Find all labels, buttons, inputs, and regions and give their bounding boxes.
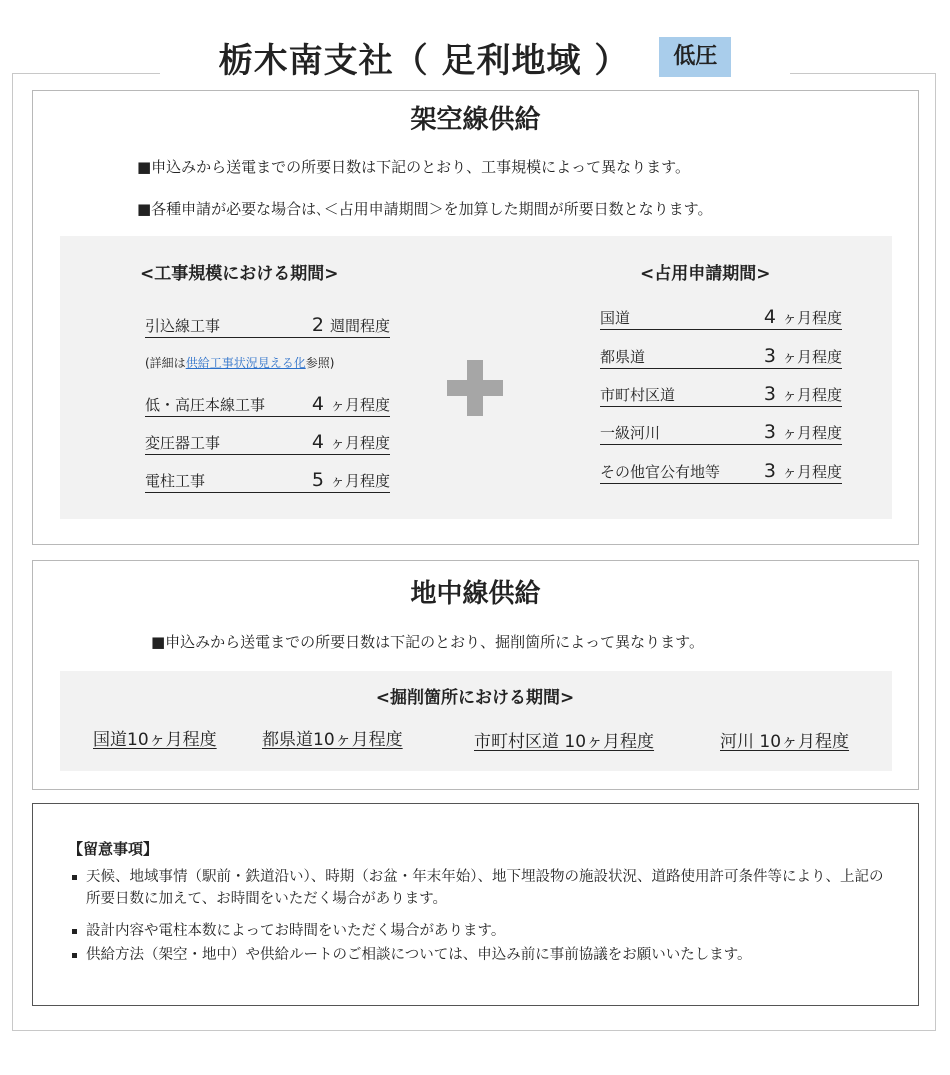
caution-text: 供給方法（架空・地中）や供給ルートのご相談については、申込み前に事前協議をお願いいたします。 [86, 947, 752, 963]
caution-text: 設計内容や電柱本数によってお時間をいただく場合があります。 [86, 923, 506, 939]
detail-note-suffix: 参照) [305, 356, 335, 370]
work-item-num: 4 [311, 431, 324, 453]
bullet-icon [72, 875, 77, 880]
permit-item-row [600, 383, 842, 407]
work-item-unit: 週間程度 [329, 317, 390, 335]
work-item-label: 低・高圧本線工事 [145, 396, 266, 414]
work-item-row [145, 393, 390, 417]
underground-title: 地中線供給 [410, 579, 541, 609]
work-item-row [145, 314, 390, 338]
work-item-num: 4 [311, 393, 324, 415]
work-scale-heading: <工事規模における期間> [140, 264, 339, 284]
permit-item-num: 4 [763, 306, 776, 328]
permit-item-row [600, 460, 842, 484]
permit-item-label: 市町村区道 [600, 386, 676, 404]
overhead-title: 架空線供給 [410, 105, 541, 135]
work-item-unit: ヶ月程度 [329, 472, 390, 490]
work-item-label: 変圧器工事 [145, 434, 221, 452]
excavation-item-prefectural-road: 都県道10ヶ月程度 [262, 730, 403, 750]
permit-item-label: 都県道 [600, 348, 646, 366]
permit-item-unit: ヶ月程度 [781, 309, 842, 327]
permit-item-num: 3 [763, 345, 776, 367]
plus-icon [447, 360, 503, 416]
work-item-num: 2 [311, 314, 324, 336]
permit-item-row [600, 345, 842, 369]
work-item-unit: ヶ月程度 [329, 396, 390, 414]
excavation-item-river: 河川 10ヶ月程度 [720, 732, 850, 752]
work-item-unit: ヶ月程度 [329, 434, 390, 452]
underground-bullet: ■申込みから送電までの所要日数は下記のとおり、掘削箇所によって異なります。 [151, 633, 704, 651]
overhead-bullet-2: ■各種申請が必要な場合は､＜占用申請期間＞を加算した期間が所要日数となります。 [137, 200, 713, 218]
permit-item-unit: ヶ月程度 [781, 463, 842, 481]
bullet-icon [72, 929, 77, 934]
permit-heading: <占用申請期間> [640, 264, 771, 284]
work-item-row [145, 431, 390, 455]
work-item-row [145, 469, 390, 493]
visibility-link[interactable]: 供給工事状況見える化 [185, 356, 306, 370]
work-item-label: 引込線工事 [145, 317, 221, 335]
permit-item-num: 3 [763, 421, 776, 443]
excavation-heading: <掘削箇所における期間> [375, 688, 575, 708]
permit-item-label: その他官公有地等 [600, 463, 721, 481]
bullet-icon [72, 953, 77, 958]
overhead-bullet-1: ■申込みから送電までの所要日数は下記のとおり、工事規模によって異なります。 [137, 158, 690, 176]
permit-item-unit: ヶ月程度 [781, 424, 842, 442]
permit-item-label: 一級河川 [600, 424, 661, 442]
permit-item-label: 国道 [600, 309, 631, 327]
permit-item-num: 3 [763, 383, 776, 405]
caution-item [72, 920, 892, 942]
cautions-heading: 【留意事項】 [68, 840, 159, 858]
permit-item-num: 3 [763, 460, 776, 482]
permit-item-row [600, 306, 842, 330]
underground-panel [32, 560, 919, 790]
permit-item-unit: ヶ月程度 [781, 386, 842, 404]
detail-note-prefix: (詳細は [145, 356, 186, 370]
caution-item [72, 944, 892, 966]
permit-item-row [600, 421, 842, 445]
detail-note [145, 354, 334, 371]
permit-item-unit: ヶ月程度 [781, 348, 842, 366]
page-title-text: 栃木南支社（ 足利地域 ） [218, 40, 630, 81]
excavation-item-national-road: 国道10ヶ月程度 [93, 730, 217, 750]
excavation-item-municipal-road: 市町村区道 10ヶ月程度 [474, 732, 655, 752]
voltage-badge: 低圧 [659, 37, 731, 77]
page-title [160, 28, 790, 86]
work-item-num: 5 [311, 469, 324, 491]
caution-item [72, 866, 892, 910]
work-item-label: 電柱工事 [145, 472, 206, 490]
caution-text: 天候、地域事情（駅前・鉄道沿い）、時期（お盆・年末年始）、地下埋設物の施設状況、道路使用許可条件等により、上記の所要日数に加えて、お時間をいただく場合があります。 [86, 869, 884, 907]
